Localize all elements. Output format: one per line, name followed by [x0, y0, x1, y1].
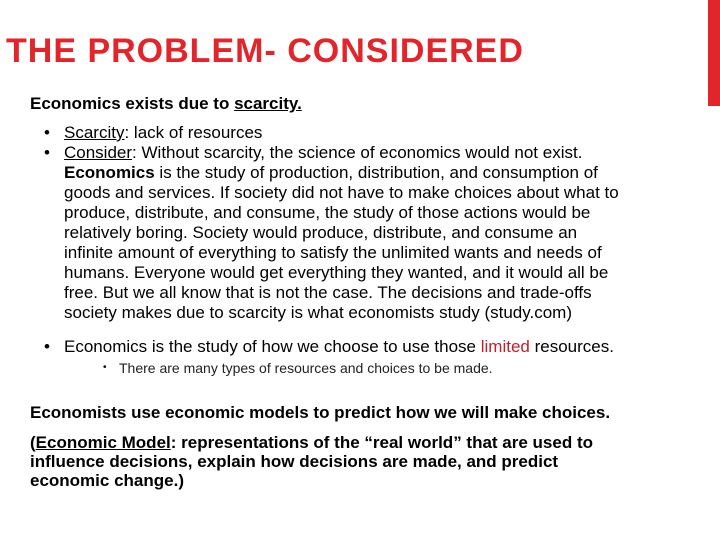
paragraph-line: humans. Everyone would get everything they wanted, and it would all be [64, 263, 609, 282]
paragraph-text: is the study of production, distribution, and consumption of [154, 163, 598, 182]
bullet-glyph: • [44, 337, 50, 356]
bullet-consider [64, 143, 582, 163]
paragraph-line: society makes due to scarcity is what economists study (study.com) [64, 303, 572, 322]
paragraph-line: goods and services. If society did not have to make choices about what to [64, 183, 619, 202]
consider-text: : Without scarcity, the science of economics would not exist. [132, 143, 583, 162]
economic-model-term: Economic Model [35, 433, 171, 452]
paragraph-line: infinite amount of everything to satisfy the unlimited wants and needs of [64, 243, 602, 262]
scarcity-term: Scarcity [64, 123, 125, 142]
accent-bar [708, 0, 720, 106]
scarcity-link: scarcity. [234, 94, 302, 113]
limited-highlight: limited [480, 337, 530, 356]
paragraph-line: produce, distribute, and consume, the study of those actions would be [64, 203, 591, 222]
paragraph-line: free. But we all know that is not the case. The decisions and trade-offs [64, 283, 592, 302]
open-paren: ( [30, 433, 36, 452]
economics-term: Economics [64, 163, 155, 182]
bullet-glyph: • [44, 143, 50, 162]
paragraph-line [64, 163, 704, 183]
bullet-limited [64, 337, 614, 357]
economics-paragraph [64, 163, 704, 323]
bullet-glyph: • [44, 123, 50, 142]
limited-before: Economics is the study of how we choose to use those [64, 337, 481, 356]
intro-line [30, 94, 302, 114]
model-line [30, 433, 690, 452]
sub-bullet-text: There are many types of resources and choices to be made. [119, 360, 493, 376]
bullet-scarcity [64, 123, 262, 143]
slide-title: THE PROBLEM- CONSIDERED [6, 32, 524, 70]
model-text: : representations of the “real world” that are used to [170, 433, 593, 452]
sub-bullet-glyph: • [103, 362, 107, 373]
model-line: influence decisions, explain how decisions are made, and predict [30, 452, 559, 471]
paragraph-line: relatively boring. Society would produce, distribute, and consume an [64, 223, 578, 242]
consider-term: Consider [64, 143, 133, 162]
intro-prefix: Economics exists due to [30, 94, 235, 113]
models-heading: Economists use economic models to predict how we will make choices. [30, 403, 611, 422]
model-line: economic change.) [30, 471, 184, 490]
economic-model-definition [30, 433, 690, 490]
limited-after: resources. [529, 337, 614, 356]
scarcity-definition: : lack of resources [124, 123, 263, 142]
